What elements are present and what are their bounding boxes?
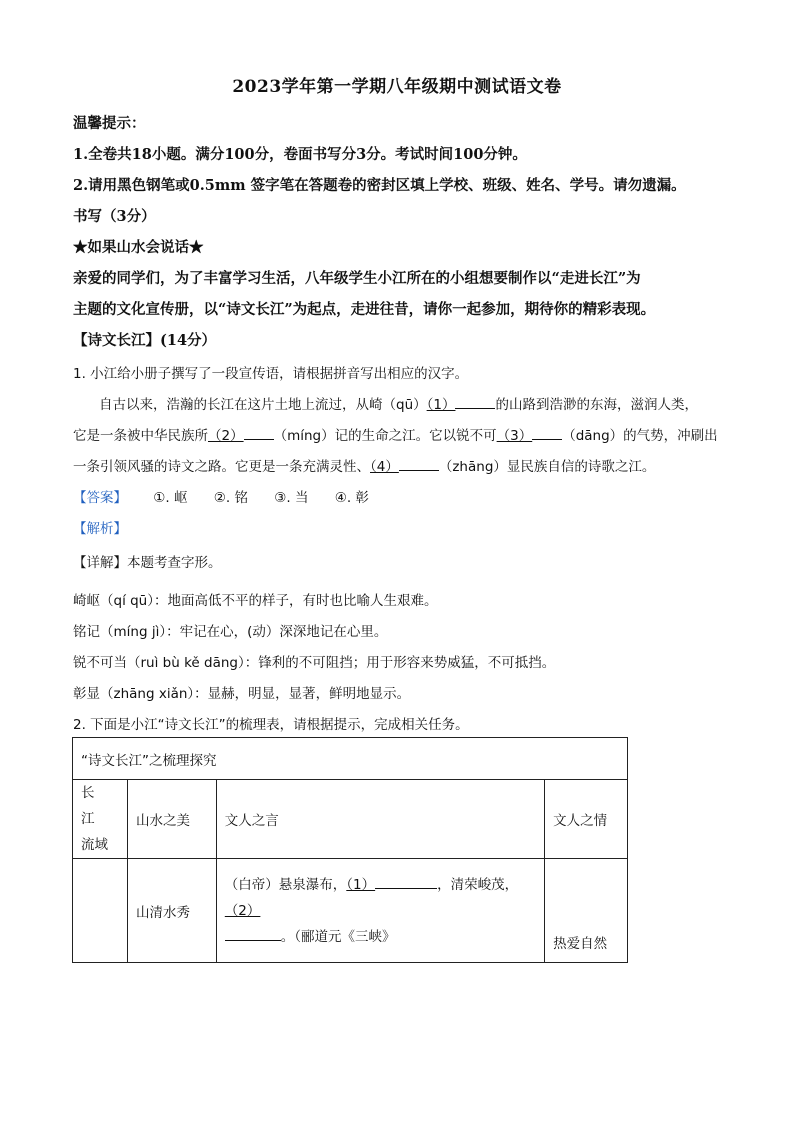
- header-words: 文人之言: [216, 780, 544, 859]
- writing-score: 书写（3分）: [73, 208, 156, 225]
- blank-4-label: （4）: [370, 459, 399, 475]
- theme-intro-1: 亲爱的同学们，为了丰富学习生活，八年级学生小江所在的小组想要制作以“走进长江”为: [73, 270, 641, 287]
- q1-passage-line-3: 一条引领风骚的诗文之路。它更是一条充满灵性、（4） （zhāng）显民族自信的诗歌之江。: [73, 455, 655, 475]
- review-table: [72, 737, 628, 963]
- blank-2-label: （2）: [208, 428, 244, 444]
- header-feeling: 文人之情: [545, 780, 628, 859]
- detail-line: 【详解】本题考查字形。: [73, 555, 222, 571]
- header-basin: 长 江 流域: [73, 780, 128, 859]
- table-blank-2-label: （2）: [224, 902, 261, 919]
- q2-prompt: 2. 下面是小江“诗文长江”的梳理表，请根据提示，完成相关任务。: [73, 717, 469, 733]
- blank-3[interactable]: [532, 425, 562, 440]
- q1-prompt: 1. 小江给小册子撰写了一段宣传语，请根据拼音写出相应的汉字。: [73, 366, 469, 382]
- note-line: 崎岖（qí qū）：地面高低不平的样子，有时也比喻人生艰难。: [73, 593, 438, 609]
- table-blank-1-label: （1）: [346, 876, 376, 893]
- table-caption: “诗文长江”之梳理探究: [73, 738, 628, 780]
- q1-passage-line-1: 自古以来，浩瀚的长江在这片土地上流过，从崎（qū）（1） 的山路到浩渺的东海，滋润人类，: [99, 393, 698, 413]
- theme-heading: ★如果山水会说话★: [73, 239, 204, 256]
- tips-heading: 温馨提示：: [73, 115, 146, 132]
- blank-1[interactable]: [455, 394, 495, 409]
- tips-line-2: 2.请用黑色钢笔或0.5mm 签字笔在答题卷的密封区填上学校、班级、姓名、学号。请勿遗漏。: [73, 177, 686, 194]
- answer-item: ②. 铭: [213, 490, 248, 506]
- tips-line-1: 1.全卷共18小题。满分100分，卷面书写分3分。考试时间100分钟。: [73, 146, 527, 163]
- cell-feeling: 热爱自然: [545, 859, 628, 963]
- answer-item: ③. 当: [274, 490, 309, 506]
- cell-beauty: 山清水秀: [127, 859, 216, 963]
- page-title: 2023学年第一学期八年级期中测试语文卷: [232, 77, 562, 97]
- analysis-label: 【解析】: [73, 521, 127, 537]
- answer-label: 【答案】: [73, 490, 127, 506]
- q1-passage-line-2: 它是一条被中华民族所（2） （míng）记的生命之江。它以锐不可（3） （dāng）的气势，冲刷出: [73, 424, 718, 444]
- q1-answer: [73, 486, 369, 506]
- theme-intro-2: 主题的文化宣传册，以“诗文长江”为起点，走进往昔，请你一起参加，期待你的精彩表现。: [73, 301, 656, 318]
- table-blank-2[interactable]: [225, 926, 281, 941]
- section-heading: 【诗文长江】(14分）: [73, 332, 217, 349]
- blank-3-label: （3）: [496, 428, 533, 444]
- cell-words: （白帝）悬泉瀑布，（1） ，清荣峻茂，（2） 。（郦道元《三峡》: [216, 859, 544, 963]
- table-blank-1[interactable]: [375, 874, 437, 889]
- blank-4[interactable]: [399, 456, 439, 471]
- answer-item: ①. 岖: [153, 490, 188, 506]
- answer-item: ④. 彰: [334, 490, 369, 506]
- cell-basin: [73, 859, 128, 963]
- blank-1-label: （1）: [426, 397, 456, 413]
- header-beauty: 山水之美: [127, 780, 216, 859]
- blank-2[interactable]: [244, 425, 274, 440]
- note-line: 彰显（zhāng xiǎn）：显赫，明显，显著，鲜明地显示。: [73, 686, 411, 702]
- note-line: 锐不可当（ruì bù kě dāng）：锋利的不可阻挡；用于形容来势威猛，不可抵挡。: [73, 655, 556, 671]
- note-line: 铭记（míng jì）：牢记在心，(动）深深地记在心里。: [73, 624, 388, 640]
